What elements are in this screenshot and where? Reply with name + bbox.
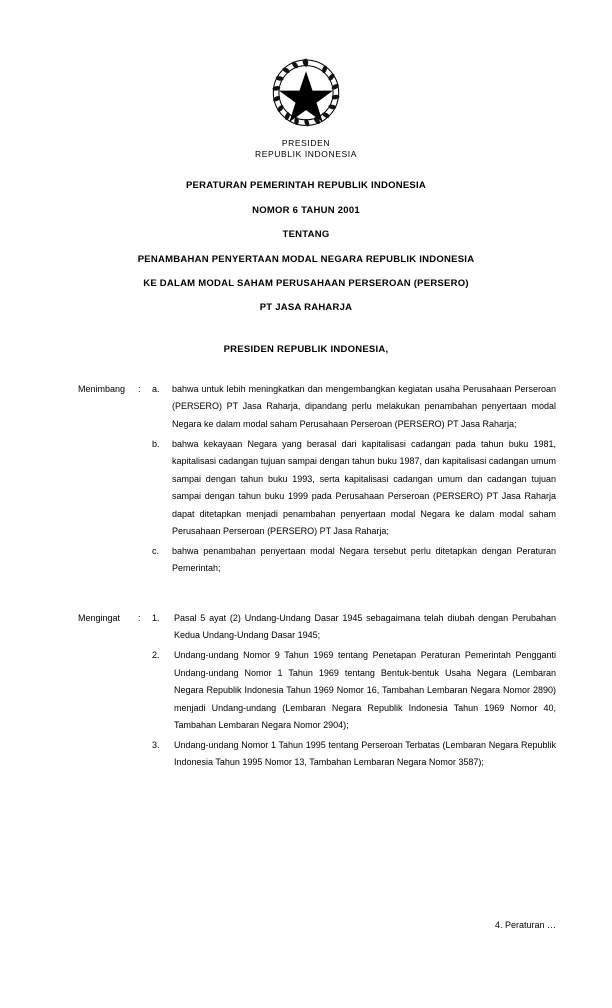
section-mengingat-items [152,610,556,774]
title-line-about: TENTANG [282,229,330,241]
emblem-caption [255,138,357,159]
list-item-marker: 2. [152,649,160,660]
list-item [152,543,556,578]
list-item-marker: a. [152,383,160,394]
list-item [152,737,556,772]
title-line-subject-1: PENAMBAHAN PENYERTAAN MODAL NEGARA REPUBLIK INDONESIA [137,253,475,265]
list-item-marker: 3. [152,739,160,750]
list-item [152,381,556,434]
section-mengingat-colon: : [138,612,141,623]
section-menimbang [56,381,556,580]
issuing-authority: PRESIDEN REPUBLIK INDONESIA, [223,343,389,355]
section-mengingat-label: Mengingat [78,612,121,623]
emblem-caption-line-2: REPUBLIK INDONESIA [255,148,357,159]
indonesia-garuda-star-emblem-icon [263,48,349,134]
title-line-company: PT JASA RAHARJA [259,302,353,314]
list-item [152,436,556,541]
list-item-marker: c. [152,545,160,556]
section-menimbang-label: Menimbang [78,383,126,394]
emblem-block [56,48,556,159]
list-item [152,647,556,735]
list-item-text: Undang-undang Nomor 9 Tahun 1969 tentang Penetapan Peraturan Pemerintah Pengganti Undang-undang Nomor 1 Tahun 1969 tentang Bentuk-bentuk Usaha Negara (Lembaran Negara Republik Indonesia Tahun 1969 Nomor 16, Tambahan Lembaran Negara Nomor 2890) menjadi Undang-undang (Lembaran Negara Republik Indonesia Tahun 1969 Nomor 40, Tambahan Lembaran Negara Nomor 2904); [174,649,556,731]
section-menimbang-colon: : [138,383,141,394]
section-mengingat [56,610,556,774]
list-item-text: Pasal 5 ayat (2) Undang-Undang Dasar 1945 sebagaimana telah diubah dengan Perubahan Kedua Undang-Undang Dasar 1945; [174,612,556,641]
list-item-text: bahwa penambahan penyertaan modal Negara tersebut perlu ditetapkan dengan Peraturan Pemerintah; [172,545,556,574]
list-item [152,610,556,645]
title-line-subject-2: KE DALAM MODAL SAHAM PERUSAHAAN PERSEROAN (PERSERO) [143,278,469,289]
title-line-regulation-type: PERATURAN PEMERINTAH REPUBLIK INDONESIA [185,180,427,192]
title-line-number: NOMOR 6 TAHUN 2001 [252,204,360,216]
section-menimbang-items [152,381,556,580]
list-item-marker: 1. [152,612,160,623]
list-item-marker: b. [152,438,160,449]
list-item-text: bahwa kekayaan Negara yang berasal dari kapitalisasi cadangan pada tahun buku 1981, kapitalisasi cadangan tujuan sampai dengan tahun buku 1987, dan kapitalisasi cadangan umum sampai dengan tahun buku 1993, serta kapitalisasi cadangan umum dan cadangan tujuan sampai dengan tahun buku 1999 pada Perusahaan Perseroan (PERSERO) PT Jasa Raharja dapat ditetapkan menjadi penambahan penyertaan modal Negara ke dalam modal saham Perusahaan Perseroan (PERSERO) PT Jasa Raharja; [172,438,556,537]
document-title-block [56,181,556,314]
emblem-caption-line-1: PRESIDEN [281,138,331,148]
list-item-text: Undang-undang Nomor 1 Tahun 1995 tentang Perseroan Terbatas (Lembaran Negara Republik Indonesia Tahun 1995 Nomor 13, Tambahan Lembaran Negara Nomor 3587); [174,739,556,768]
list-item-text: bahwa untuk lebih meningkatkan dan mengembangkan kegiatan usaha Perusahaan Perseroan (PERSERO) PT Jasa Raharja, dipandang perlu melakukan penambahan penyertaan modal Negara ke dalam modal saham Perusahaan Perseroan (PERSERO) PT Jasa Raharja; [172,383,556,429]
page-continuation-note: 4. Peraturan … [494,920,556,930]
